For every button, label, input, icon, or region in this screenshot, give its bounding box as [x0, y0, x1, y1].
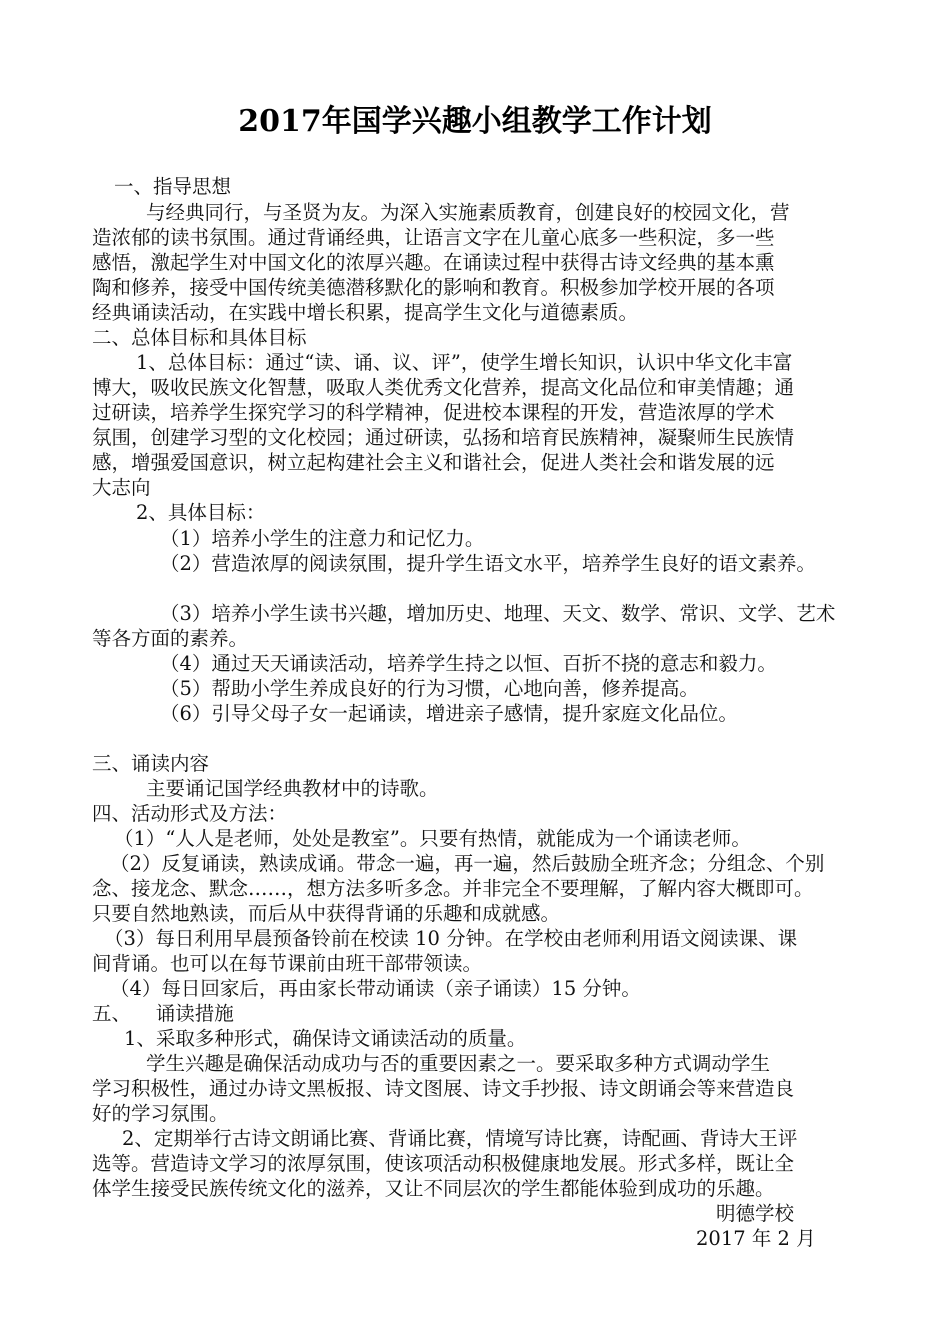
list-item: （4）每日回家后，再由家长带动诵读（亲子诵读）15 分钟。: [110, 977, 641, 1000]
paragraph-line: 学习积极性，通过办诗文黑板报、诗文图展、诗文手抄报、诗文朗诵会等来营造良: [92, 1077, 795, 1100]
paragraph-line: 感悟，激起学生对中国文化的浓厚兴趣。在诵读过程中获得古诗文经典的基本熏: [92, 251, 775, 274]
paragraph-line: 陶和修养，接受中国传统美德潜移默化的影响和教育。积极参加学校开展的各项: [92, 276, 775, 299]
list-item: （1）“人人是老师，处处是教室”。只要有热情，就能成为一个诵读老师。: [114, 827, 751, 850]
list-item-continued: 间背诵。也可以在每节课前由班干部带领读。: [92, 952, 483, 975]
paragraph-line: 大志向: [92, 476, 151, 499]
document-title: 2017年国学兴趣小组教学工作计划: [238, 104, 712, 139]
paragraph-line: 选等。营造诗文学习的浓厚氛围，使该项活动积极健康地发展。形式多样，既让全: [92, 1152, 795, 1175]
list-item: （2）反复诵读，熟读成诵。带念一遍，再一遍，然后鼓励全班齐念；分组念、个别: [110, 852, 825, 875]
paragraph-line: 博大，吸收民族文化智慧，吸取人类优秀文化营养，提高文化品位和审美情趣；通: [92, 376, 795, 399]
paragraph-line: 氛围，创建学习型的文化校园；通过研读，弘扬和培育民族精神，凝聚师生民族情: [92, 426, 795, 449]
subheading: 2、具体目标：: [136, 501, 266, 524]
paragraph-line: 好的学习氛围。: [92, 1102, 229, 1125]
list-item: （3）培养小学生读书兴趣，增加历史、地理、天文、数学、常识、文学、艺术: [160, 602, 836, 625]
paragraph-line: 体学生接受民族传统文化的滋养，又让不同层次的学生都能体验到成功的乐趣。: [92, 1177, 775, 1200]
signature-date: 2017 年 2 月: [696, 1227, 816, 1250]
paragraph-line: 主要诵记国学经典教材中的诗歌。: [146, 777, 439, 800]
section-heading-5: 五、 诵读措施: [92, 1002, 234, 1025]
paragraph-line: 经典诵读活动，在实践中增长积累，提高学生文化与道德素质。: [92, 301, 639, 324]
paragraph-line: 感，增强爱国意识，树立起构建社会主义和谐社会，促进人类社会和谐发展的远: [92, 451, 775, 474]
paragraph-line: 2、定期举行古诗文朗诵比赛、背诵比赛，情境写诗比赛，诗配画、背诗大王评: [122, 1127, 798, 1150]
list-item: （6）引导父母子女一起诵读，增进亲子感情，提升家庭文化品位。: [160, 702, 738, 725]
paragraph-line: 过研读，培养学生探究学习的科学精神，促进校本课程的开发，营造浓厚的学术: [92, 401, 775, 424]
subheading: 1、采取多种形式，确保诗文诵读活动的质量。: [124, 1027, 527, 1050]
paragraph-line: 与经典同行，与圣贤为友。为深入实施素质教育，创建良好的校园文化，营: [146, 201, 790, 224]
section-heading-3: 三、诵读内容: [92, 752, 210, 775]
paragraph-line: 学生兴趣是确保活动成功与否的重要因素之一。要采取多种方式调动学生: [146, 1052, 771, 1075]
section-heading-1: 一、指导思想: [114, 175, 232, 198]
paragraph-line: 1、总体目标：通过“读、诵、议、评”，使学生增长知识，认识中华文化丰富: [136, 351, 793, 374]
section-heading-2: 二、总体目标和具体目标: [92, 326, 307, 349]
list-item: （1）培养小学生的注意力和记忆力。: [160, 527, 485, 550]
list-item: （2）营造浓厚的阅读氛围，提升学生语文水平，培养学生良好的语文素养。: [160, 552, 816, 575]
list-item-continued: 只要自然地熟读，而后从中获得背诵的乐趣和成就感。: [92, 902, 561, 925]
list-item: （3）每日利用早晨预备铃前在校读 10 分钟。在学校由老师利用语文阅读课、课: [104, 927, 798, 950]
list-item: （4）通过天天诵读活动，培养学生持之以恒、百折不挠的意志和毅力。: [160, 652, 777, 675]
signature-school: 明德学校: [716, 1202, 795, 1225]
section-heading-4: 四、活动形式及方法：: [92, 802, 288, 825]
paragraph-line: 造浓郁的读书氛围。通过背诵经典，让语言文字在儿童心底多一些积淀，多一些: [92, 226, 775, 249]
list-item-continued: 等各方面的素养。: [92, 627, 249, 650]
list-item: （5）帮助小学生养成良好的行为习惯，心地向善，修养提高。: [160, 677, 699, 700]
list-item-continued: 念、接龙念、默念……，想方法多听多念。并非完全不要理解，了解内容大概即可。: [92, 877, 814, 900]
